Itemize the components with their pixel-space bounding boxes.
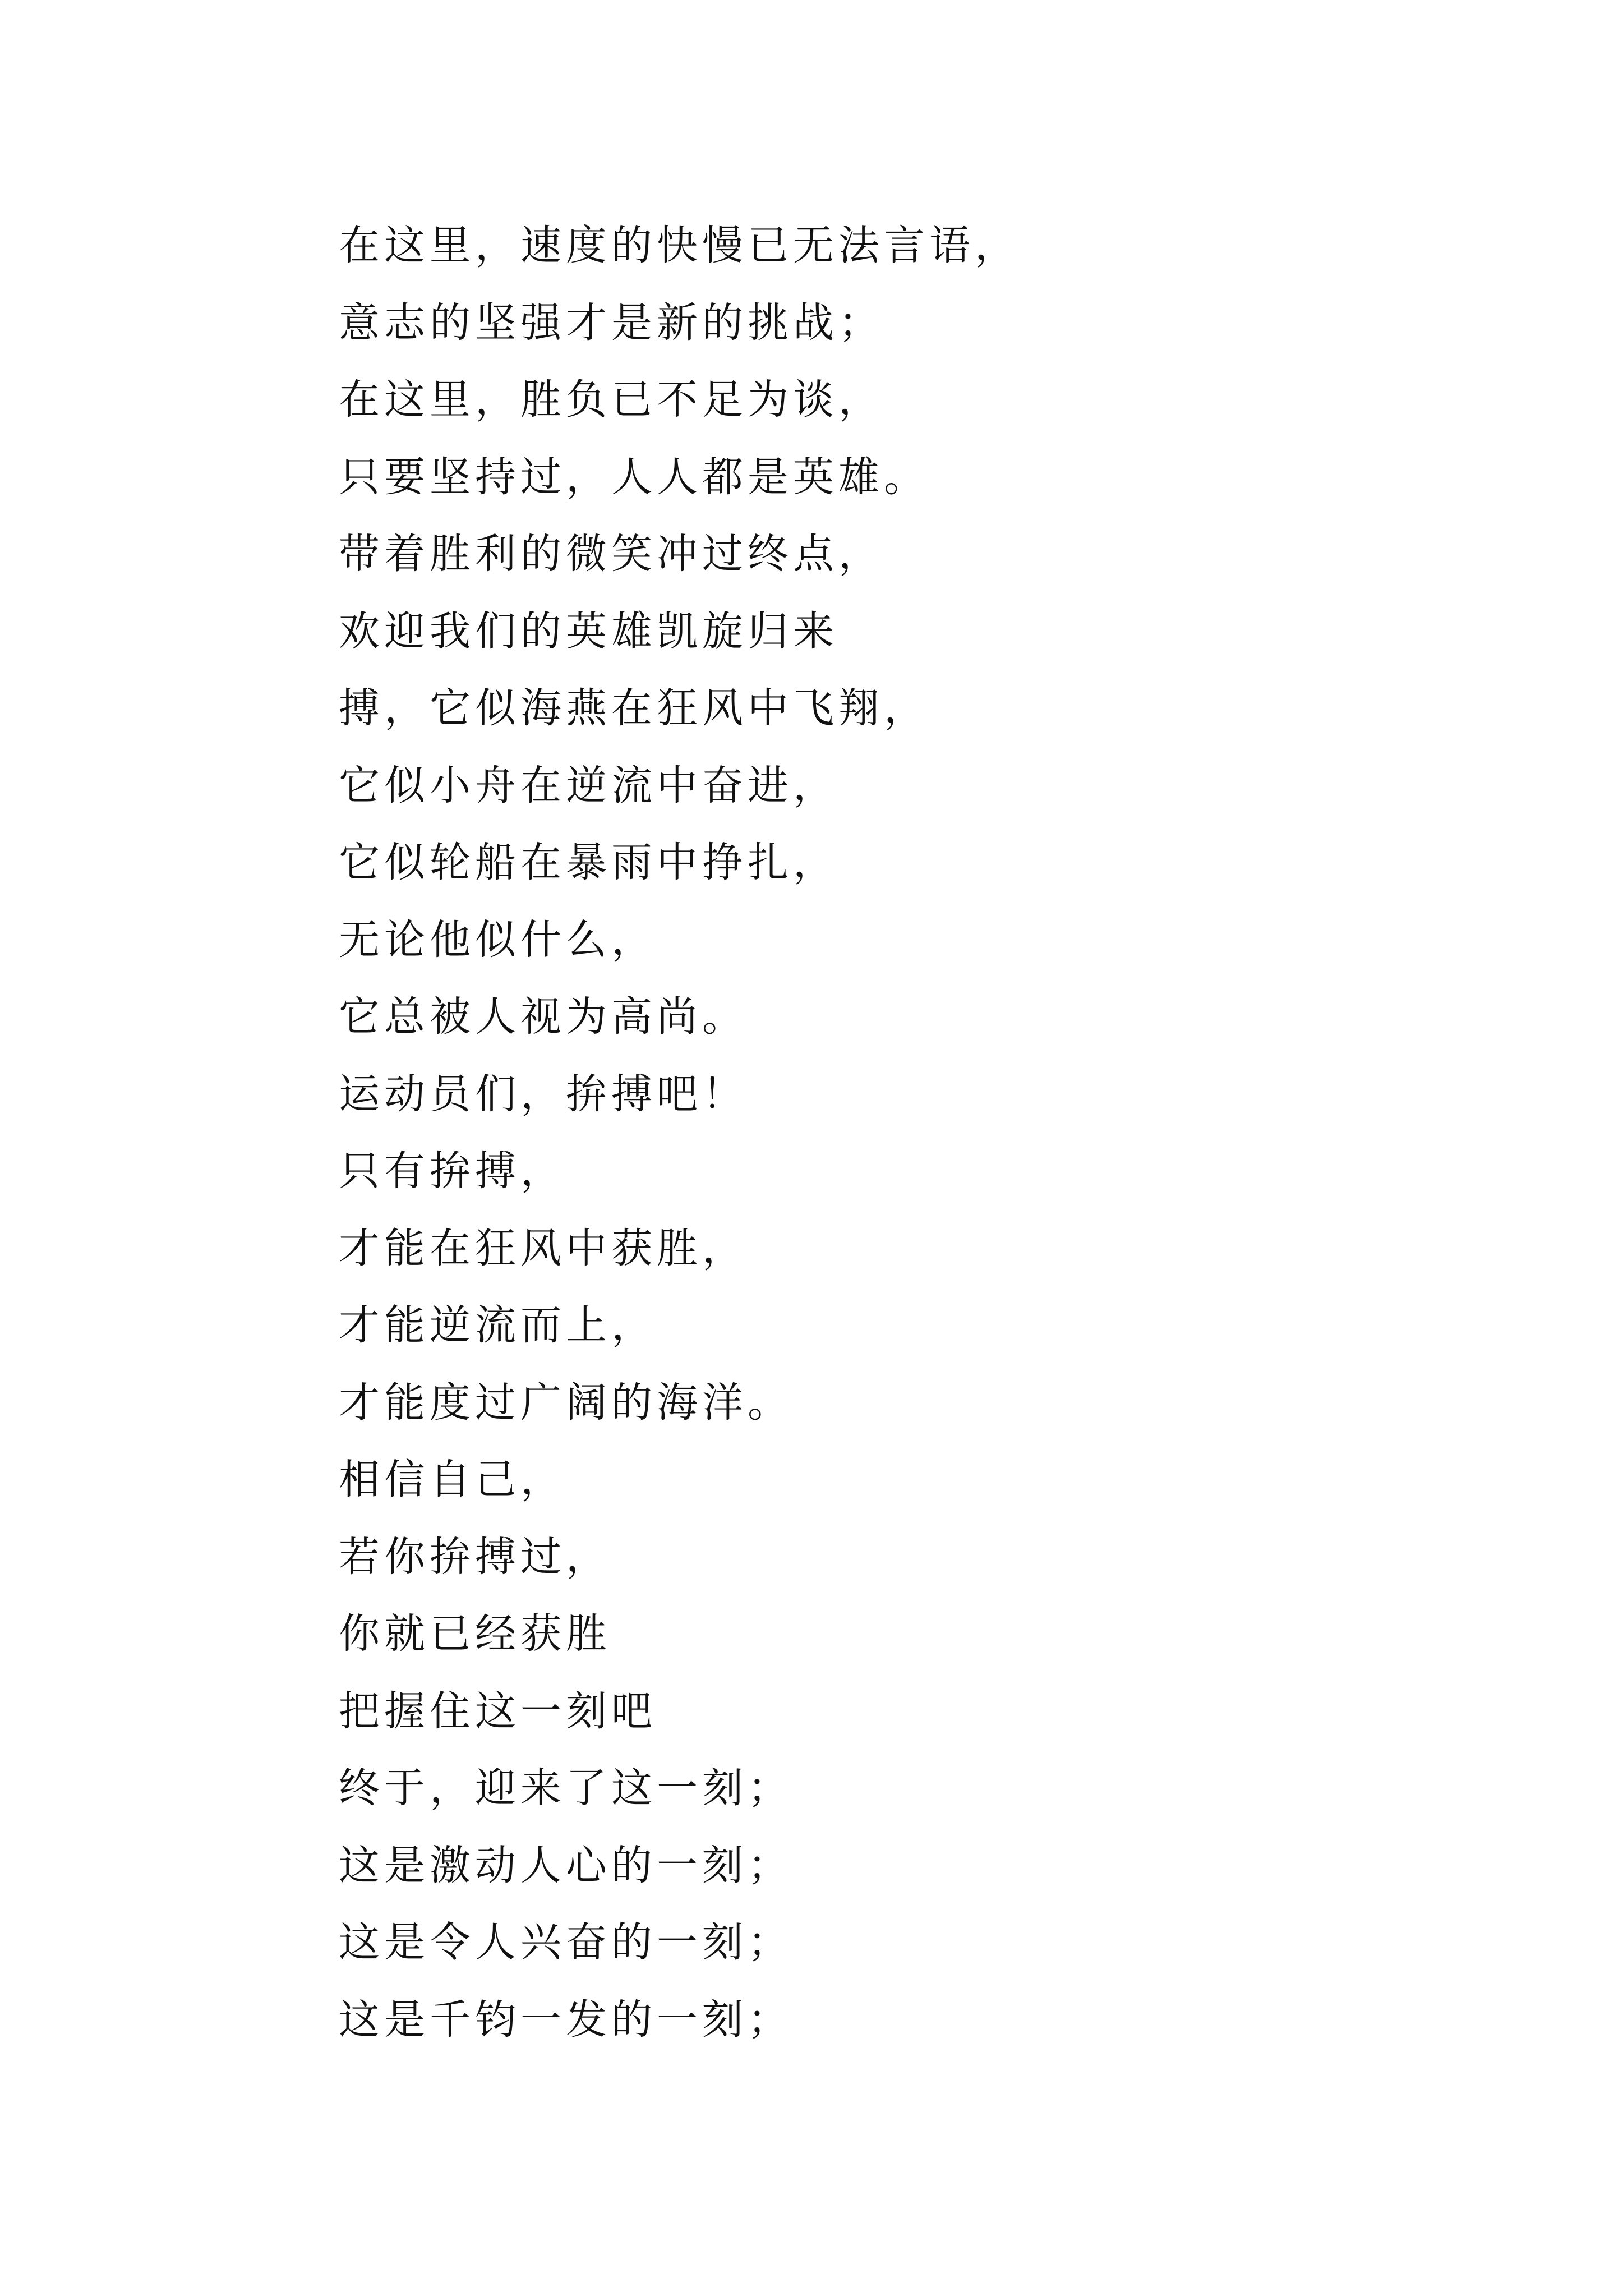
poem-line: 运动员们，拚搏吧！ [339, 1070, 748, 1118]
poem-line: 终于，迎来了这一刻； [339, 1764, 793, 1812]
poem-line: 只要坚持过，人人都是英雄。 [339, 453, 929, 501]
poem-line: 意志的坚强才是新的挑战； [339, 298, 884, 347]
poem-line: 无论他似什么， [339, 915, 657, 964]
poem-line: 带着胜利的微笑冲过终点， [339, 530, 884, 578]
poem-line: 把握住这一刻吧 [339, 1687, 657, 1735]
poem-line: 才能在狂风中获胜， [339, 1224, 748, 1272]
poem-line: 在这里，速度的快慢已无法言语， [339, 222, 1020, 269]
poem-line: 相信自己， [339, 1456, 566, 1503]
poem-line: 它总被人视为高尚。 [339, 993, 748, 1041]
poem-line: 才能逆流而上， [339, 1301, 657, 1349]
poem-line: 在这里，胜负已不足为谈， [339, 376, 884, 424]
poem-line: 欢迎我们的英雄凯旋归来 [339, 607, 838, 655]
poem-line: 它似轮船在暴雨中挣扎， [339, 839, 838, 886]
poem-line: 才能度过广阔的海洋。 [339, 1378, 793, 1427]
poem-line: 只有拚搏， [339, 1147, 566, 1195]
poem-line: 你就已经获胜 [339, 1610, 611, 1658]
poem-text [339, 218, 1020, 2069]
poem-line: 这是令人兴奋的一刻； [339, 1918, 793, 1966]
poem-line: 它似小舟在逆流中奋进， [339, 761, 838, 809]
poem-line: 搏，它似海燕在狂风中飞翔， [339, 684, 929, 732]
poem-line: 这是千钧一发的一刻； [339, 1995, 793, 2044]
poem-line: 若你拚搏过， [339, 1533, 611, 1581]
poem-line: 这是激动人心的一刻； [339, 1841, 793, 1889]
